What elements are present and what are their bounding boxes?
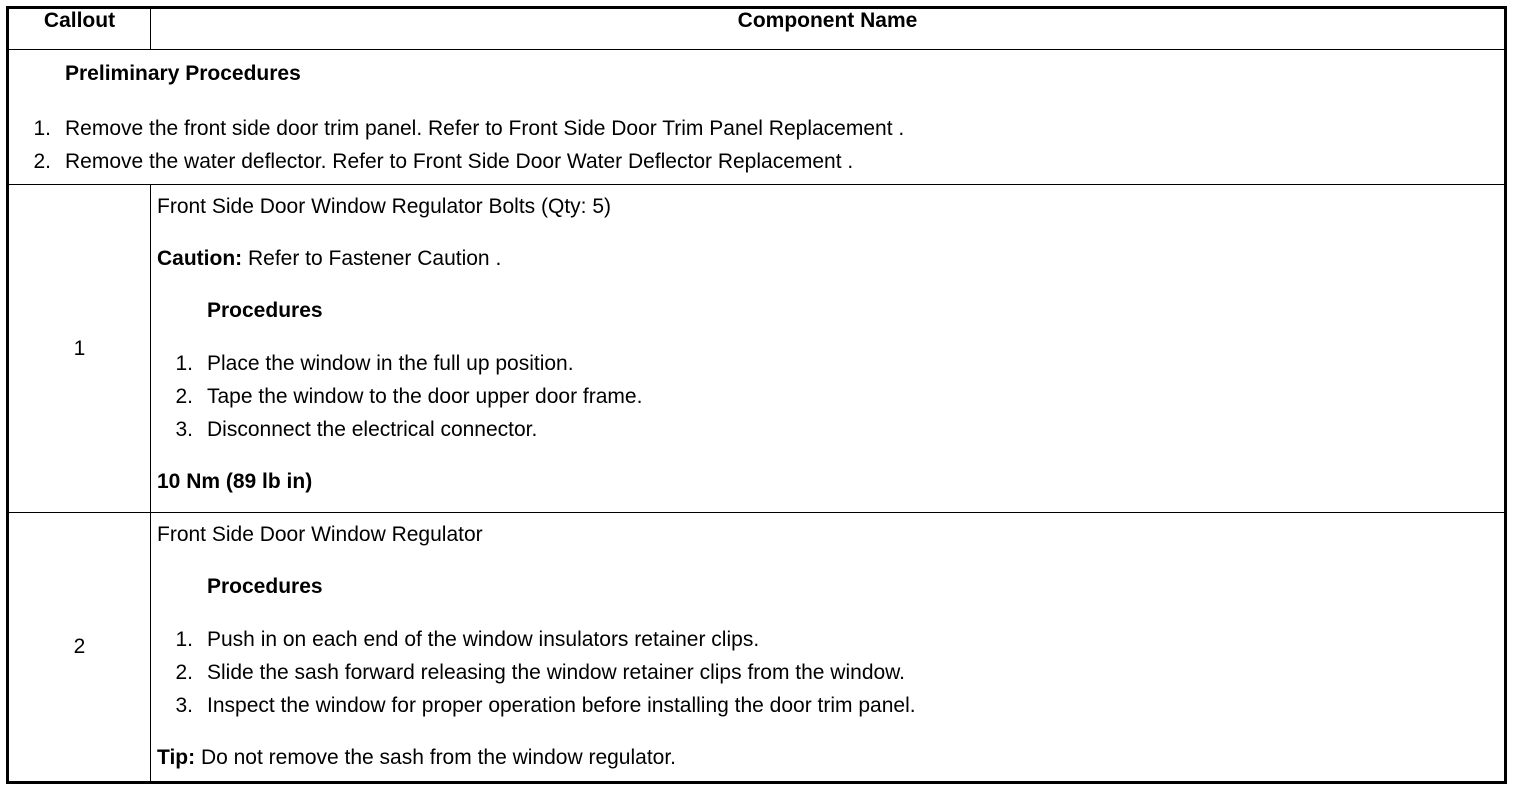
tip-label: Tip: bbox=[157, 746, 196, 769]
table-row bbox=[8, 185, 1506, 513]
component-cell-1 bbox=[151, 185, 1506, 513]
preliminary-steps bbox=[9, 112, 1504, 178]
torque-spec: 10 Nm (89 lb in) bbox=[157, 470, 313, 493]
list-item: 3. Disconnect the electrical connector. bbox=[175, 418, 538, 441]
procedure-steps-1 bbox=[157, 347, 1498, 446]
procedures-title-1: Procedures bbox=[207, 299, 323, 322]
list-item: 1. Push in on each end of the window insulators retainer clips. bbox=[175, 628, 760, 651]
preliminary-step-2-text: Remove the water deflector. Refer to Front Side Door Water Deflector Replacement . bbox=[65, 150, 854, 173]
header-component-name: Component Name bbox=[151, 8, 1506, 50]
list-item: 1. Remove the front side door trim panel. Refer to Front Side Door Trim Panel Replacement . bbox=[33, 117, 905, 140]
component-name-2: Front Side Door Window Regulator bbox=[157, 523, 483, 546]
caution-text: Refer to Fastener Caution . bbox=[242, 247, 502, 270]
callout-1: 1 bbox=[8, 185, 151, 513]
preliminary-title: Preliminary Procedures bbox=[65, 62, 301, 85]
header-row bbox=[8, 8, 1506, 50]
preliminary-step-1-text: Remove the front side door trim panel. Refer to Front Side Door Trim Panel Replacement . bbox=[65, 117, 905, 140]
header-callout: Callout bbox=[8, 8, 151, 50]
table-row bbox=[8, 513, 1506, 783]
list-item: 2. Slide the sash forward releasing the window retainer clips from the window. bbox=[175, 661, 906, 684]
procedure-steps-2 bbox=[157, 623, 1498, 722]
component-name-1: Front Side Door Window Regulator Bolts (Qty: 5) bbox=[157, 195, 612, 218]
list-item: 2. Tape the window to the door upper door frame. bbox=[175, 385, 643, 408]
callout-2: 2 bbox=[8, 513, 151, 783]
tip-text: Do not remove the sash from the window regulator. bbox=[195, 746, 677, 769]
caution-label: Caution: bbox=[157, 247, 243, 270]
preliminary-cell bbox=[8, 50, 1506, 185]
component-table bbox=[6, 6, 1507, 784]
list-item: 1. Place the window in the full up position. bbox=[175, 352, 574, 375]
procedures-title-2: Procedures bbox=[207, 575, 323, 598]
component-cell-2 bbox=[151, 513, 1506, 783]
preliminary-row bbox=[8, 50, 1506, 185]
list-item: 3. Inspect the window for proper operation before installing the door trim panel. bbox=[175, 694, 916, 717]
list-item: 2. Remove the water deflector. Refer to Front Side Door Water Deflector Replacement . bbox=[33, 150, 854, 173]
tip-note bbox=[157, 742, 1498, 774]
caution-note bbox=[157, 243, 1498, 275]
